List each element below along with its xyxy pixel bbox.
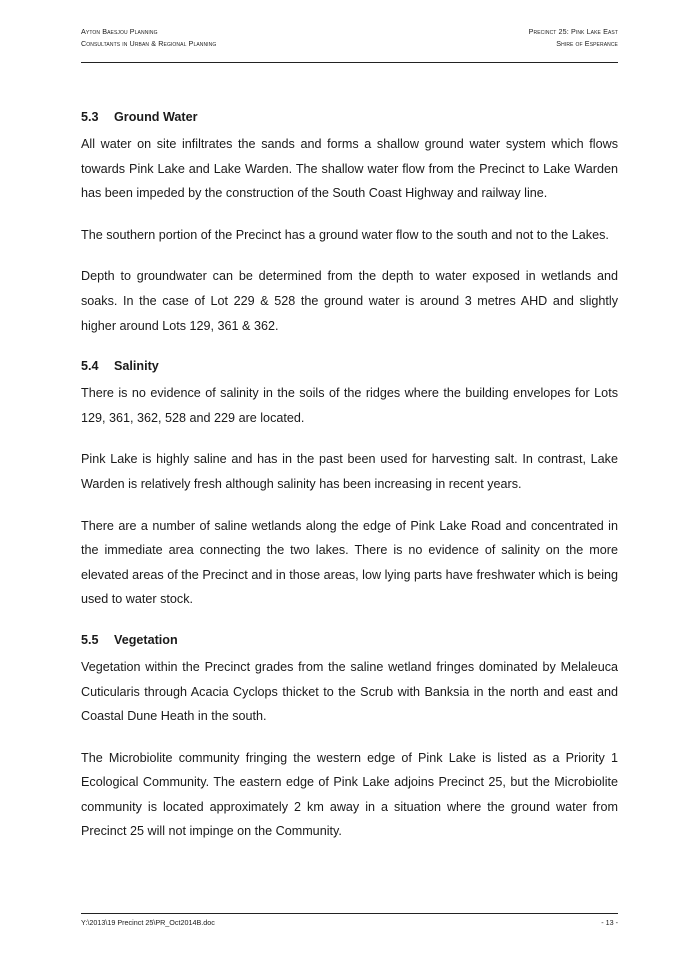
section-heading [81,109,618,125]
paragraph: The Microbiolite community fringing the western edge of Pink Lake is listed as a Priority 1 Ecological Community. The eastern edge of Pink Lake adjoins Precinct 25, but the Microbiolite community is located approximately 2 km away in a situation where the ground water from Precinct 25 will not impinge on the Community. [81,750,618,839]
section-number: 5.5 [81,632,99,647]
section-title: Ground Water [114,110,198,124]
document-body [81,109,618,858]
paragraph: Depth to groundwater can be determined from the depth to water exposed in wetlands and soaks. In the case of Lot 229 & 528 the ground water is around 3 metres AHD and slightly higher around Lots 129, 361 & 362. [81,269,618,333]
section-title: Vegetation [114,632,178,647]
section-salinity [81,358,618,612]
section-number: 5.3 [81,110,99,124]
header-right [529,26,618,50]
section-heading [81,632,618,648]
section-title: Salinity [114,359,159,374]
paragraph: There are a number of saline wetlands along the edge of Pink Lake Road and concentrated in the immediate area connecting the two lakes. There is no evidence of salinity on the more elevated areas of the Precinct and in those areas, low lying parts have freshwater which is being used to water stock. [81,518,618,607]
paragraph: Vegetation within the Precinct grades from the saline wetland fringes dominated by Melaleuca Cuticularis through Acacia Cyclops thicket to the Scrub with Banksia in the north and east and Coastal Dune Heath in the south. [81,659,618,724]
section-ground-water [81,109,618,338]
section-vegetation [81,632,618,844]
file-path: Y:\2013\19 Precinct 25\PR_Oct2014B.doc [81,918,215,927]
page-footer [81,918,618,928]
page-number: - 13 - [601,918,618,927]
document-title: Precinct 25: Pink Lake East [528,27,618,36]
section-heading [81,358,618,374]
header-left [81,26,216,50]
paragraph: The southern portion of the Precinct has a ground water flow to the south and not to the Lakes. [81,227,609,242]
page-header [81,26,618,56]
client-name: Shire of Esperance [556,39,618,48]
paragraph: All water on site infiltrates the sands and forms a shallow ground water system which flows towards Pink Lake and Lake Warden. The shallow water flow from the Precinct to Lake Warden has been impeded by the construction of the South Coast Highway and railway line. [81,137,618,201]
paragraph: Pink Lake is highly saline and has in the past been used for harvesting salt. In contrast, Lake Warden is relatively fresh although salinity has been increasing in recent years. [81,452,618,491]
footer-divider [81,913,618,914]
section-number: 5.4 [81,359,99,374]
paragraph: There is no evidence of salinity in the soils of the ridges where the building envelopes for Lots 129, 361, 362, 528 and 229 are located. [81,386,618,425]
header-divider [81,62,618,63]
firm-tagline: Consultants in Urban & Regional Planning [81,39,217,48]
firm-name: Ayton Baesjou Planning [81,27,158,36]
